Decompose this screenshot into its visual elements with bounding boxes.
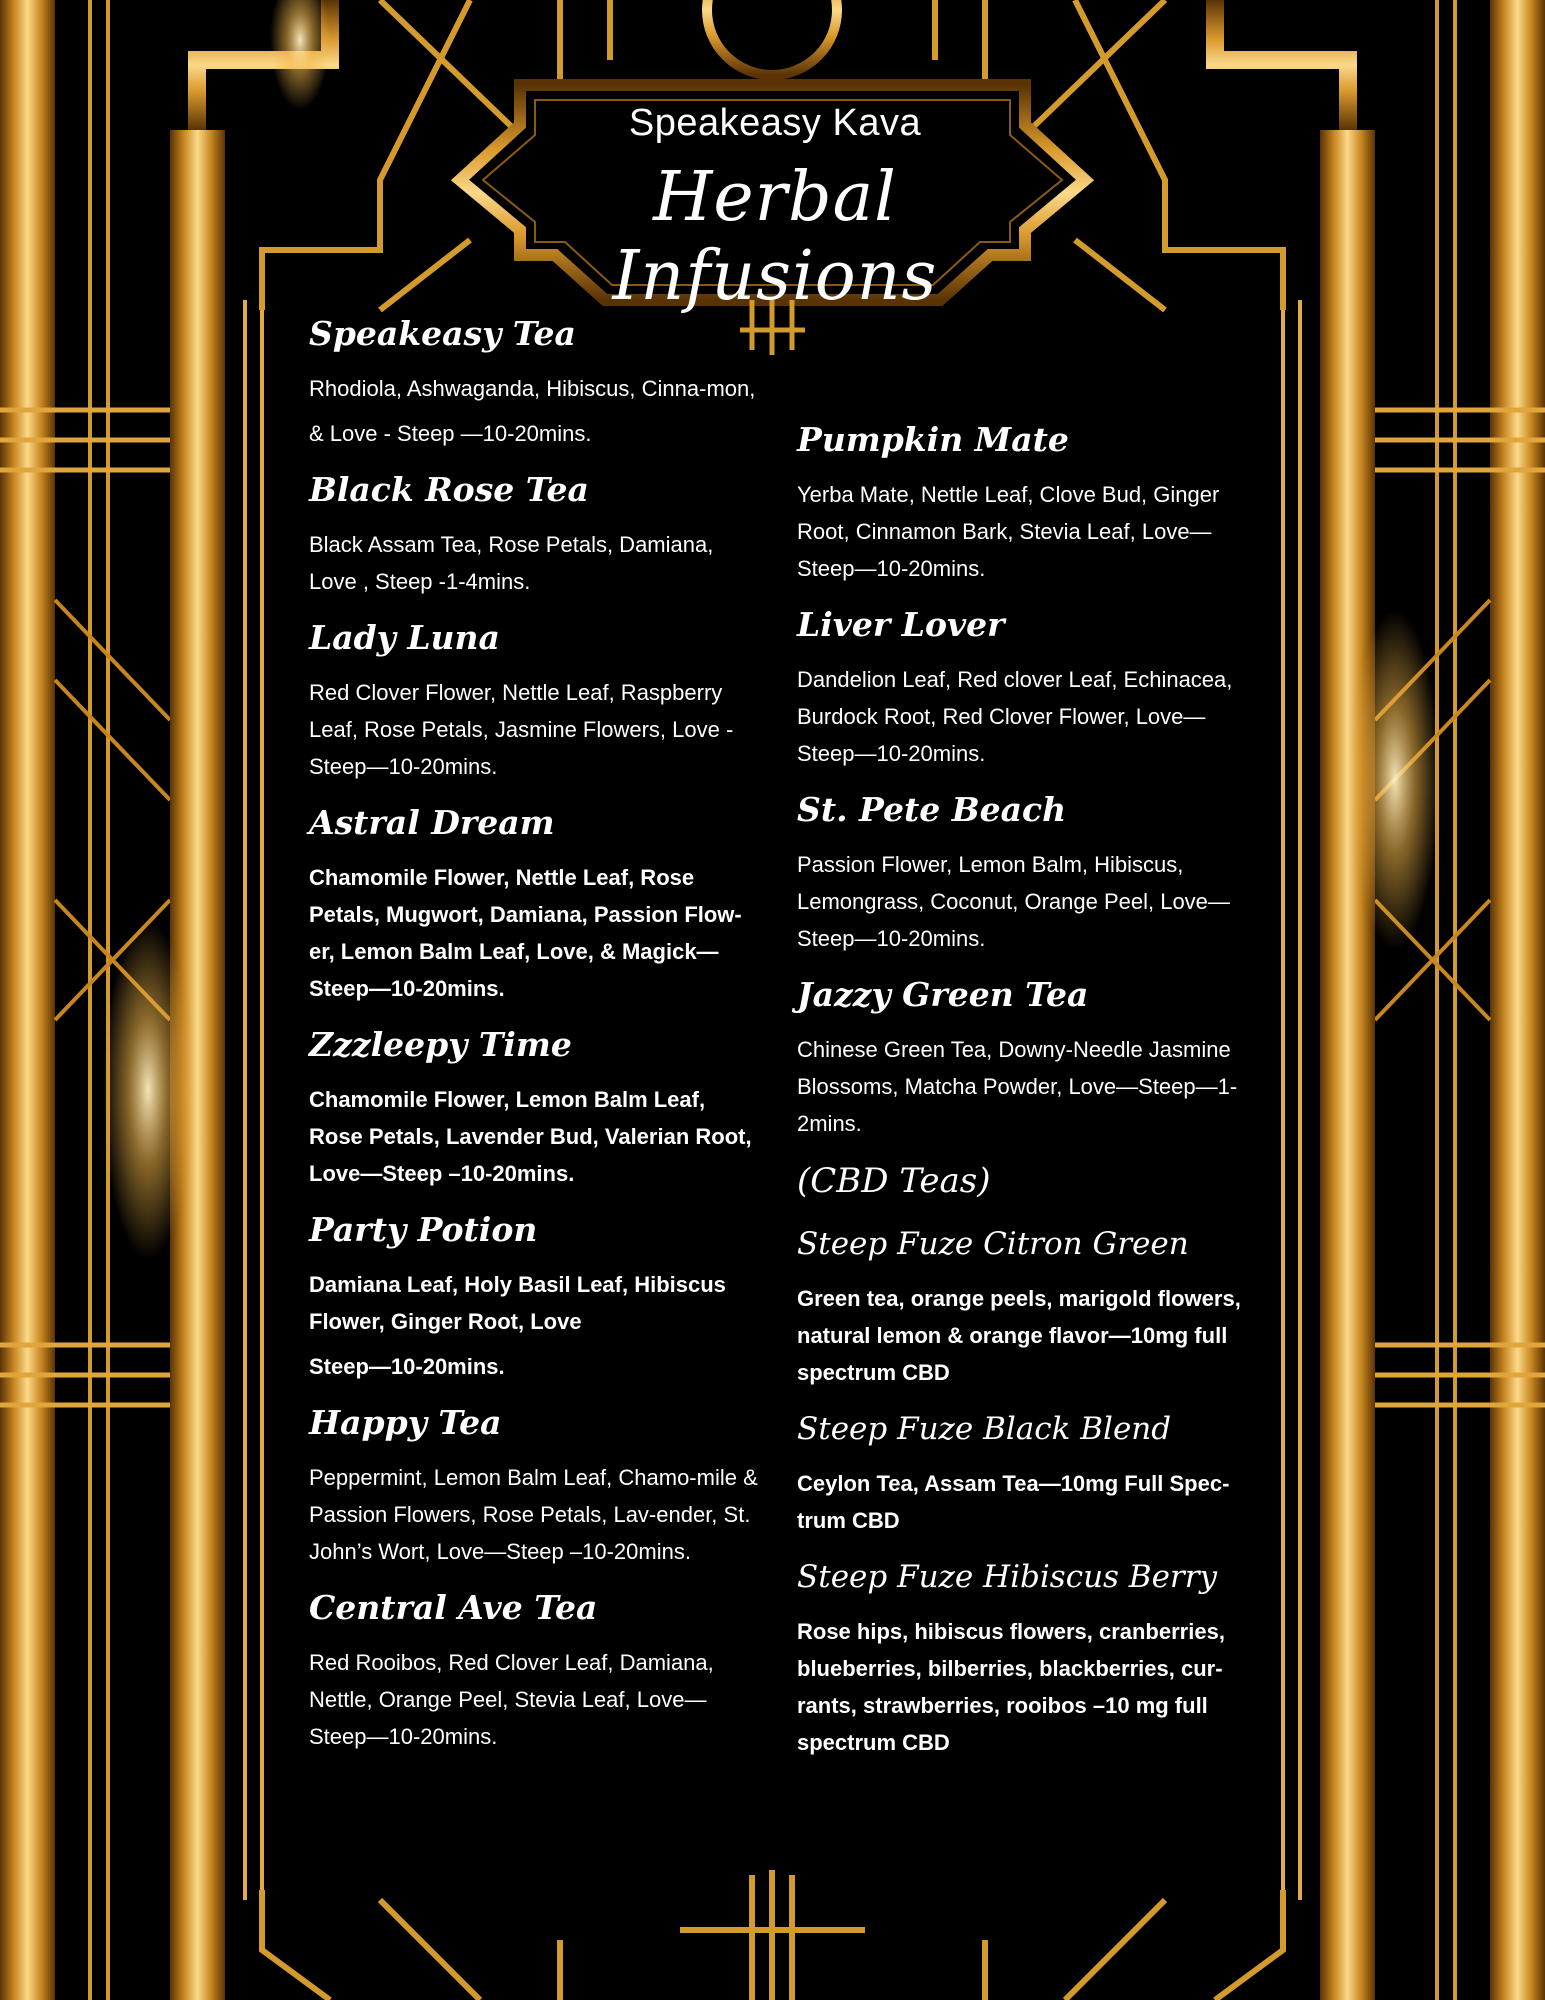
item-ingredients: Damiana Leaf, Holy Basil Leaf, Hibiscus Flower, Ginger Root, Love <box>309 1272 726 1334</box>
item-name: Steep Fuze Citron Green <box>797 1226 1189 1262</box>
item-name: Astral Dream <box>309 803 555 842</box>
item-ingredients: Passion Flower, Lemon Balm, Hibiscus, Lemongrass, Coconut, Orange Peel, Love—Steep—10-20mins. <box>797 852 1230 951</box>
menu-item <box>309 468 759 600</box>
item-ingredients: Red Rooibos, Red Clover Leaf, Damiana, Nettle, Orange Peel, Stevia Leaf, Love—Steep—10-20mins. <box>309 1650 714 1749</box>
item-ingredients: Chamomile Flower, Nettle Leaf, Rose Petals, Mugwort, Damiana, Passion Flow-er, Lemon Balm Leaf, Love, & Magick—Steep—10-20mins. <box>309 865 742 1001</box>
item-ingredients: Chamomile Flower, Lemon Balm Leaf, Rose Petals, Lavender Bud, Valerian Root, Love—Steep –10-20mins. <box>309 1087 752 1186</box>
menu-item <box>797 603 1262 772</box>
item-name: Steep Fuze Black Blend <box>797 1411 1172 1447</box>
menu-item <box>309 801 759 1007</box>
item-ingredients: Ceylon Tea, Assam Tea—10mg Full Spec-trum CBD <box>797 1471 1230 1533</box>
left-column <box>309 312 759 1771</box>
item-name: Zzzleepy Time <box>309 1025 572 1064</box>
menu-item <box>797 1407 1262 1539</box>
title-plaque <box>500 80 1050 316</box>
menu-title: Herbal Infusions <box>612 158 938 316</box>
menu-item <box>797 1555 1262 1761</box>
item-steep-time: Steep—10-20mins. <box>309 1354 505 1379</box>
item-ingredients: Green tea, orange peels, marigold flowers, natural lemon & orange flavor—10mg full spectrum CBD <box>797 1286 1241 1385</box>
menu-item <box>309 1023 759 1192</box>
item-ingredients: Peppermint, Lemon Balm Leaf, Chamo-mile & Passion Flowers, Rose Petals, Lav-ender, St. John’s Wort, Love—Steep –10-20mins. <box>309 1465 758 1564</box>
item-ingredients: Chinese Green Tea, Downy-Needle Jasmine Blossoms, Matcha Powder, Love—Steep—1-2mins. <box>797 1037 1238 1136</box>
item-name: Party Potion <box>309 1210 538 1249</box>
menu-item <box>797 788 1262 957</box>
menu-item <box>797 973 1262 1142</box>
item-name: Pumpkin Mate <box>797 420 1069 459</box>
menu-item <box>309 1586 759 1755</box>
item-ingredients: Yerba Mate, Nettle Leaf, Clove Bud, Ginger Root, Cinnamon Bark, Stevia Leaf, Love—Steep—10-20mins. <box>797 482 1220 581</box>
menu-item <box>309 616 759 785</box>
brand-name: Speakeasy Kava <box>628 102 922 144</box>
menu-item <box>309 1208 759 1385</box>
item-steep-time: & Love - Steep —10-20mins. <box>309 421 592 446</box>
right-column <box>797 418 1262 1777</box>
item-name: St. Pete Beach <box>797 790 1067 829</box>
item-name: Jazzy Green Tea <box>797 975 1089 1014</box>
item-ingredients: Black Assam Tea, Rose Petals, Damiana, Love , Steep -1-4mins. <box>309 532 714 594</box>
item-name: Central Ave Tea <box>309 1588 598 1627</box>
item-ingredients: Dandelion Leaf, Red clover Leaf, Echinacea, Burdock Root, Red Clover Flower, Love—Steep—10-20mins. <box>797 667 1233 766</box>
item-name: Lady Luna <box>309 618 500 657</box>
item-ingredients: Rose hips, hibiscus flowers, cranberries, blueberries, bilberries, blackberries, cur-rants, strawberries, rooibos –10 mg full spectrum CBD <box>797 1619 1225 1755</box>
item-name: Happy Tea <box>309 1403 502 1442</box>
item-ingredients: Red Clover Flower, Nettle Leaf, Raspberry Leaf, Rose Petals, Jasmine Flowers, Love - Steep—10-20mins. <box>309 680 734 779</box>
cbd-section-header: (CBD Teas) <box>797 1161 991 1201</box>
item-name: Liver Lover <box>797 605 1005 644</box>
item-name: Black Rose Tea <box>309 470 589 509</box>
menu-item <box>309 312 759 452</box>
item-name: Speakeasy Tea <box>309 314 576 353</box>
menu-item <box>797 1222 1262 1391</box>
menu-item <box>797 418 1262 587</box>
item-ingredients: Rhodiola, Ashwaganda, Hibiscus, Cinna-mon, <box>309 376 756 401</box>
item-name: Steep Fuze Hibiscus Berry <box>797 1559 1218 1595</box>
menu-item <box>309 1401 759 1570</box>
